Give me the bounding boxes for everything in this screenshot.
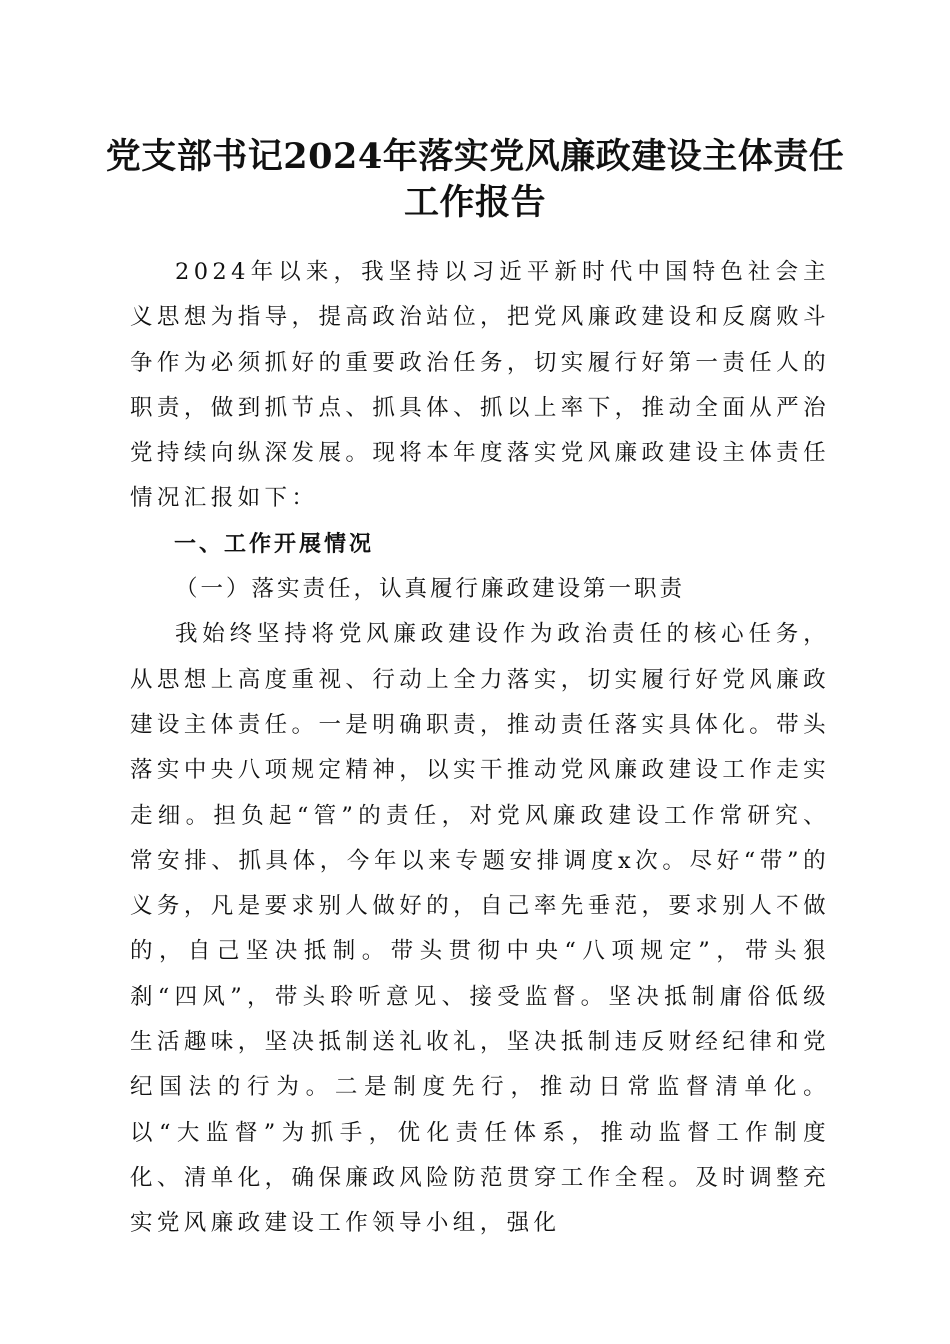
document-title: 党支部书记2024年落实党风廉政建设主体责任工作报告 <box>105 136 845 223</box>
intro-paragraph: 2024年以来，我坚持以习近平新时代中国特色社会主义思想为指导，提高政治站位，把党风廉政建设和反腐败斗争作为必须抓好的重要政治任务，切实履行好第一责任人的职责，做到抓节点、抓具体、抓以上率下，推动全面从严治党持续向纵深发展。现将本年度落实党风廉政建设主体责任情况汇报如下： <box>130 259 830 512</box>
subsection-heading: （一）落实责任，认真履行廉政建设第一职责 <box>175 576 686 603</box>
body-paragraph: 我始终坚持将党风廉政建设作为政治责任的核心任务，从思想上高度重视、行动上全力落实，切实履行好党风廉政建设主体责任。一是明确职责，推动责任落实具体化。带头落实中央八项规定精神，以实干推动党风廉政建设工作走实走细。担负起“管”的责任，对党风廉政建设工作常研究、常安排、抓具体，今年以来专题安排调度x次。尽好“带”的义务，凡是要求别人做好的，自己率先垂范，要求别人不做的，自己坚决抵制。带头贯彻中央“八项规定”，带头狠刹“四风”，带头聆听意见、接受监督。坚决抵制庸俗低级生活趣味，坚决抵制送礼收礼，坚决抵制违反财经纪律和党纪国法的行为。二是制度先行，推动日常监督清单化。以“大监督”为抓手，优化责任体系，推动监督工作制度化、清单化，确保廉政风险防范贯穿工作全程。及时调整充实党风廉政建设工作领导小组，强化 <box>130 621 830 1237</box>
section-heading: 一、工作开展情况 <box>174 531 375 557</box>
document-body <box>130 250 830 1247</box>
